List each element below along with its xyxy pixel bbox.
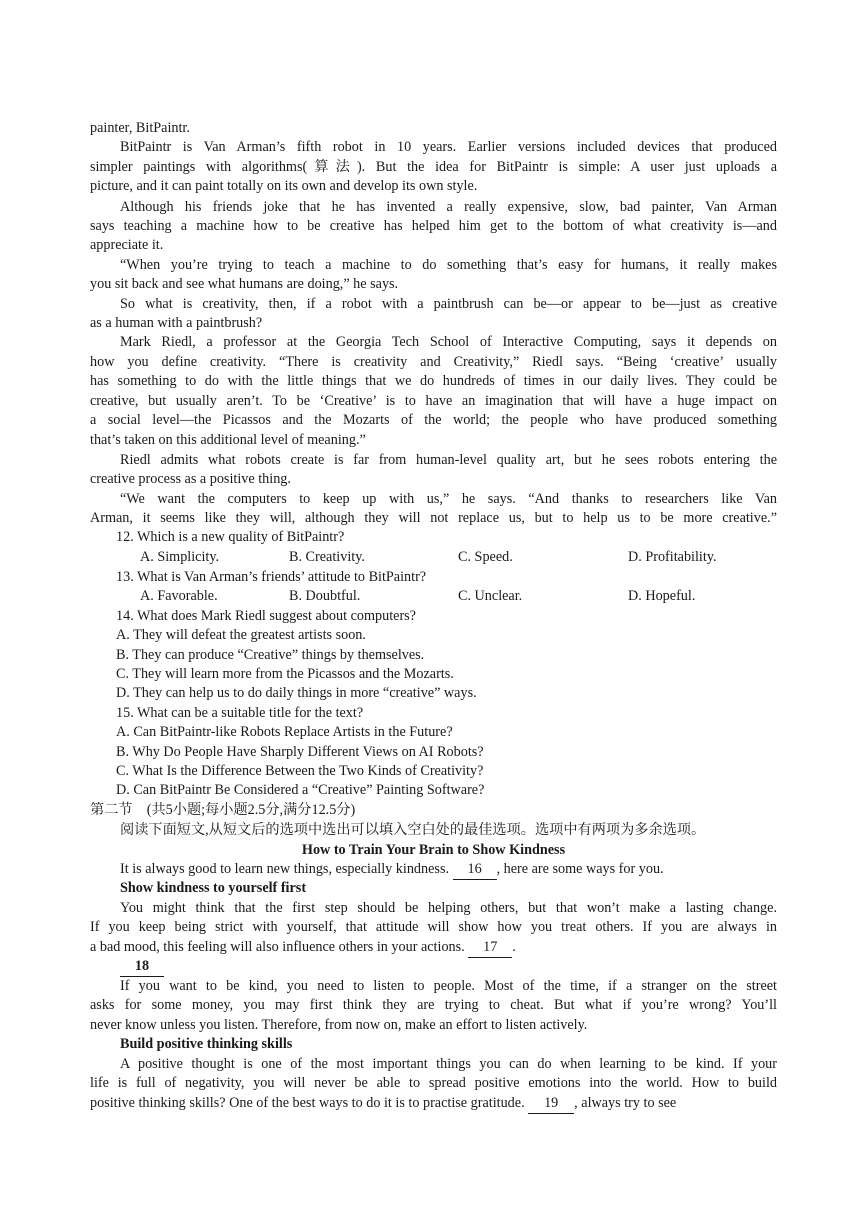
passage-line <box>120 860 664 880</box>
section-heading: 第二节 (共5小题;每小题2.5分,满分12.5分) <box>90 802 356 818</box>
question-stem: 13. What is Van Arman’s friends’ attitude to BitPaintr? <box>116 569 427 585</box>
passage-line: as a human with a paintbrush? <box>90 315 263 331</box>
passage-line <box>90 938 516 958</box>
passage-line: creative process as a positive thing. <box>90 471 291 487</box>
option-a[interactable]: A. Simplicity. <box>140 549 220 565</box>
passage-line: that’s taken on this additional level of meaning.” <box>90 432 366 448</box>
passage-line: creative, but usually aren’t. To be ‘Creative’ is to have an imagination that will have a huge impact on <box>90 393 777 409</box>
passage-text: positive thinking skills? One of the best ways to do it is to practise gratitude. <box>90 1095 525 1111</box>
question-stem: 15. What can be a suitable title for the text? <box>116 705 364 721</box>
option-b[interactable]: B. Creativity. <box>289 549 365 565</box>
blank-16[interactable]: 16 <box>453 860 497 880</box>
option-b[interactable]: B. Doubtful. <box>289 588 361 604</box>
blank-17[interactable]: 17 <box>468 938 512 958</box>
passage-text: , here are some ways for you. <box>496 861 664 877</box>
passage-line <box>90 1094 676 1114</box>
option-b[interactable]: B. They can produce “Creative” things by themselves. <box>116 647 425 663</box>
passage-line: “We want the computers to keep up with us,” he says. “And thanks to researchers like Van <box>120 491 777 507</box>
passage-line: has something to do with the little things that we do hundreds of times in our daily lives. They could be <box>90 373 777 389</box>
option-b[interactable]: B. Why Do People Have Sharply Different Views on AI Robots? <box>116 744 484 760</box>
option-a[interactable]: A. They will defeat the greatest artists soon. <box>116 627 366 643</box>
passage-line: A positive thought is one of the most important things you can do when learning to be kind. If your <box>120 1056 777 1072</box>
option-d[interactable]: D. Can BitPaintr Be Considered a “Creative” Painting Software? <box>116 782 485 798</box>
passage-line: never know unless you listen. Therefore, from now on, make an effort to listen actively. <box>90 1017 588 1033</box>
option-a[interactable]: A. Favorable. <box>140 588 218 604</box>
passage-title: How to Train Your Brain to Show Kindness <box>301 842 566 858</box>
option-d[interactable]: D. They can help us to do daily things in more “creative” ways. <box>116 685 477 701</box>
option-d[interactable]: D. Hopeful. <box>628 588 696 604</box>
passage-text: a bad mood, this feeling will also influence others in your actions. <box>90 939 465 955</box>
option-c[interactable]: C. Unclear. <box>458 588 523 604</box>
passage-line: So what is creativity, then, if a robot with a paintbrush can be—or appear to be—just as creative <box>120 296 777 312</box>
blank-18-line <box>120 957 164 977</box>
passage-line: appreciate it. <box>90 237 164 253</box>
option-c[interactable]: C. Speed. <box>458 549 513 565</box>
passage-text: , always try to see <box>574 1095 677 1111</box>
passage-line: You might think that the first step should be helping others, but that won’t make a lasting change. <box>120 900 777 916</box>
passage-line: “When you’re trying to teach a machine to do something that’s easy for humans, it really makes <box>120 257 777 273</box>
passage-line: you sit back and see what humans are doing,” he says. <box>90 276 399 292</box>
passage-line: Mark Riedl, a professor at the Georgia Tech School of Interactive Computing, says it depends on <box>120 334 777 350</box>
passage-line: how you define creativity. “There is creativity and Creativity,” Riedl says. “Being ‘creative’ usually <box>90 354 777 370</box>
passage-line: asks for some money, you may first think they are trying to cheat. But what if you’re wrong? You’ll <box>90 997 777 1013</box>
passage-line: Although his friends joke that he has invented a really expensive, slow, bad painter, Van Arman <box>120 199 777 215</box>
blank-19[interactable]: 19 <box>528 1094 574 1114</box>
subheading: Show kindness to yourself first <box>120 880 307 896</box>
blank-18[interactable]: 18 <box>120 957 164 977</box>
passage-line: If you want to be kind, you need to listen to people. Most of the time, if a stranger on the street <box>120 978 777 994</box>
passage-line: Riedl admits what robots create is far from human-level quality art, but he sees robots entering the <box>120 452 777 468</box>
passage-line: picture, and it can paint totally on its own and develop its own style. <box>90 178 478 194</box>
question-stem: 14. What does Mark Riedl suggest about computers? <box>116 608 416 624</box>
passage-text: It is always good to learn new things, especially kindness. <box>120 861 450 877</box>
passage-line: painter, BitPaintr. <box>90 120 190 136</box>
question-stem: 12. Which is a new quality of BitPaintr? <box>116 529 345 545</box>
passage-line: simpler paintings with algorithms(算法). But the idea for BitPaintr is simple: A user just uploads a <box>90 159 777 175</box>
passage-line: Arman, it seems like they will, although they will not replace us, but to help us to be more creative.” <box>90 510 777 526</box>
subheading: Build positive thinking skills <box>120 1036 293 1052</box>
passage-line: If you keep being strict with yourself, that attitude will show how you treat others. If you are always in <box>90 919 777 935</box>
passage-line: life is full of negativity, you will never be able to spread positive emotions into the world. How to build <box>90 1075 777 1091</box>
option-a[interactable]: A. Can BitPaintr-like Robots Replace Artists in the Future? <box>116 724 453 740</box>
section-instruction: 阅读下面短文,从短文后的选项中选出可以填入空白处的最佳选项。选项中有两项为多余选项。 <box>120 822 706 838</box>
passage-text: . <box>512 939 516 955</box>
passage-line: BitPaintr is Van Arman’s fifth robot in 10 years. Earlier versions included devices that produced <box>120 139 777 155</box>
option-d[interactable]: D. Profitability. <box>628 549 717 565</box>
option-c[interactable]: C. They will learn more from the Picassos and the Mozarts. <box>116 666 454 682</box>
passage-line: says teaching a machine how to be creative has helped him get to the bottom of what creativity is—and <box>90 218 777 234</box>
option-c[interactable]: C. What Is the Difference Between the Two Kinds of Creativity? <box>116 763 484 779</box>
passage-line: a social level—the Picassos and the Mozarts of the world; the people who have produced something <box>90 412 777 428</box>
